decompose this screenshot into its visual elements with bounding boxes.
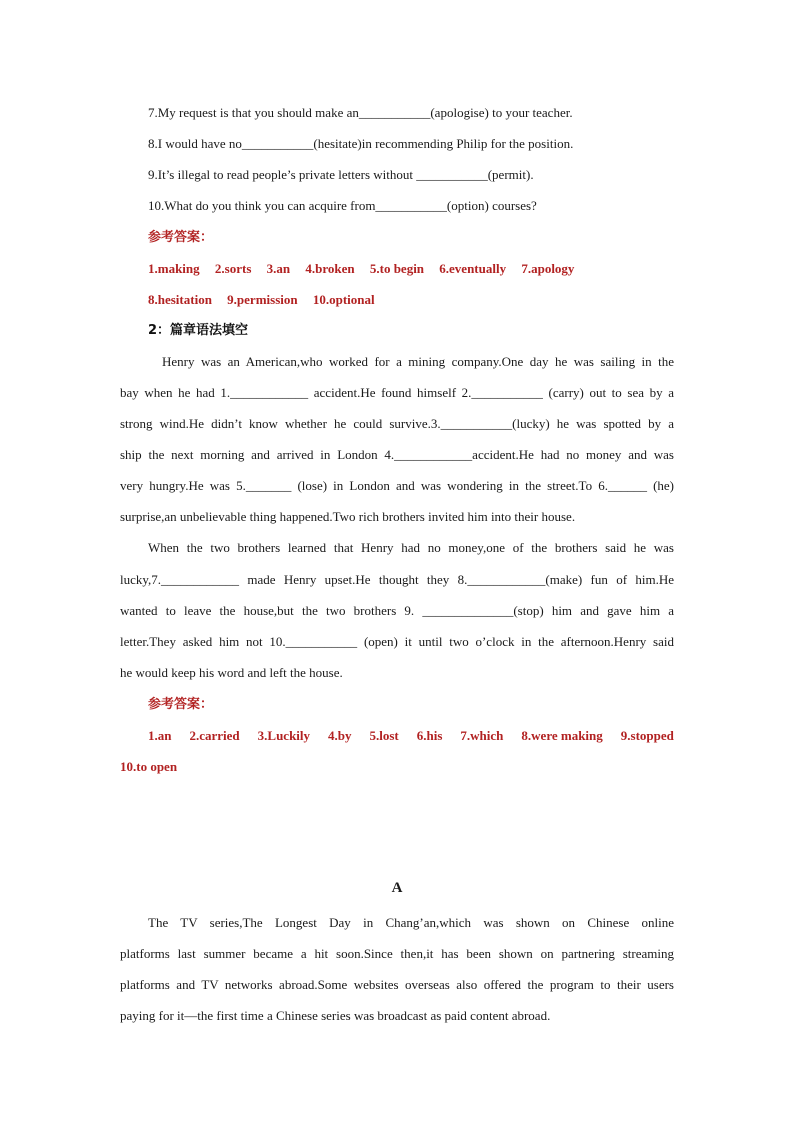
passage-line: wanted to leave the house,but the two brothers 9. ______________(stop) him and gave him a — [120, 603, 674, 618]
passage-line: bay when he had 1.____________ accident.He found himself 2.___________ (carry) out to sea by a — [120, 385, 674, 400]
passage-line: he would keep his word and left the house. — [120, 665, 343, 680]
passage-line: Henry was an American,who worked for a mining company.One day he was sailing in the — [162, 354, 674, 369]
exercise-item-10: 10.What do you think you can acquire from___________(option) courses? — [148, 198, 537, 213]
answer-item: 4.by — [328, 728, 352, 743]
answer-item: 6.his — [416, 728, 443, 743]
passage-line: strong wind.He didn’t know whether he could survive.3.___________(lucky) he was spotted by a — [120, 416, 674, 431]
answer-key-row — [120, 757, 189, 777]
passage-line: The TV series,The Longest Day in Chang’an,which was shown on Chinese online — [148, 915, 674, 930]
answer-item: 10.optional — [312, 292, 375, 307]
answer-key-row — [148, 259, 586, 279]
passage-line: platforms and TV networks abroad.Some websites overseas also offered the program to their users — [120, 977, 674, 992]
answer-item: 6.eventually — [439, 261, 507, 276]
passage-line: ship the next morning and arrived in London 4.____________accident.He had no money and was — [120, 447, 674, 462]
exercise-item-7: 7.My request is that you should make an___________(apologise) to your teacher. — [148, 105, 573, 120]
answer-item: 7.which — [460, 728, 504, 743]
answer-item: 8.hesitation — [148, 292, 212, 307]
passage-line: letter.They asked him not 10.___________ (open) it until two o’clock in the afternoon.Henry said — [120, 634, 674, 649]
passage-line: When the two brothers learned that Henry had no money,one of the brothers said he was — [148, 540, 674, 555]
answer-item: 5.to begin — [369, 261, 425, 276]
passage-heading: A — [391, 880, 403, 896]
answer-item: 1.an — [148, 728, 172, 743]
answer-item: 2.sorts — [214, 261, 252, 276]
answer-item: 3.Luckily — [257, 728, 311, 743]
passage-line: paying for it—the first time a Chinese series was broadcast as paid content abroad. — [120, 1008, 551, 1023]
answer-item: 7.apology — [521, 261, 575, 276]
passage-line: platforms last summer became a hit soon.Since then,it has been shown on partnering streaming — [120, 946, 674, 961]
exercise-item-8: 8.I would have no___________(hesitate)in recommending Philip for the position. — [148, 136, 574, 151]
answer-item: 9.stopped — [620, 728, 674, 743]
answer-item: 5.lost — [369, 728, 399, 743]
answer-item: 9.permission — [227, 292, 298, 307]
passage-line: lucky,7.____________ made Henry upset.He thought they 8.____________(make) fun of him.He — [120, 572, 674, 587]
answer-key-label: 参考答案： — [148, 697, 214, 712]
answer-item: 4.broken — [305, 261, 355, 276]
section-title: 2：篇章语法填空 — [148, 323, 249, 338]
answer-key-row — [148, 290, 387, 310]
answer-item: 3.an — [266, 261, 291, 276]
passage-line: surprise,an unbelievable thing happened.Two rich brothers invited him into their house. — [120, 509, 576, 524]
answer-item: 1.making — [148, 261, 200, 276]
answer-item: 10.to open — [120, 759, 178, 774]
passage-line: very hungry.He was 5._______ (lose) in London and was wondering in the street.To 6.______ (he) — [120, 478, 674, 493]
answer-item: 8.were making — [521, 728, 603, 743]
exercise-item-9: 9.It’s illegal to read people’s private letters without ___________(permit). — [148, 167, 534, 182]
answer-key-row — [148, 726, 674, 746]
answer-key-label: 参考答案： — [148, 230, 214, 245]
answer-item: 2.carried — [189, 728, 240, 743]
